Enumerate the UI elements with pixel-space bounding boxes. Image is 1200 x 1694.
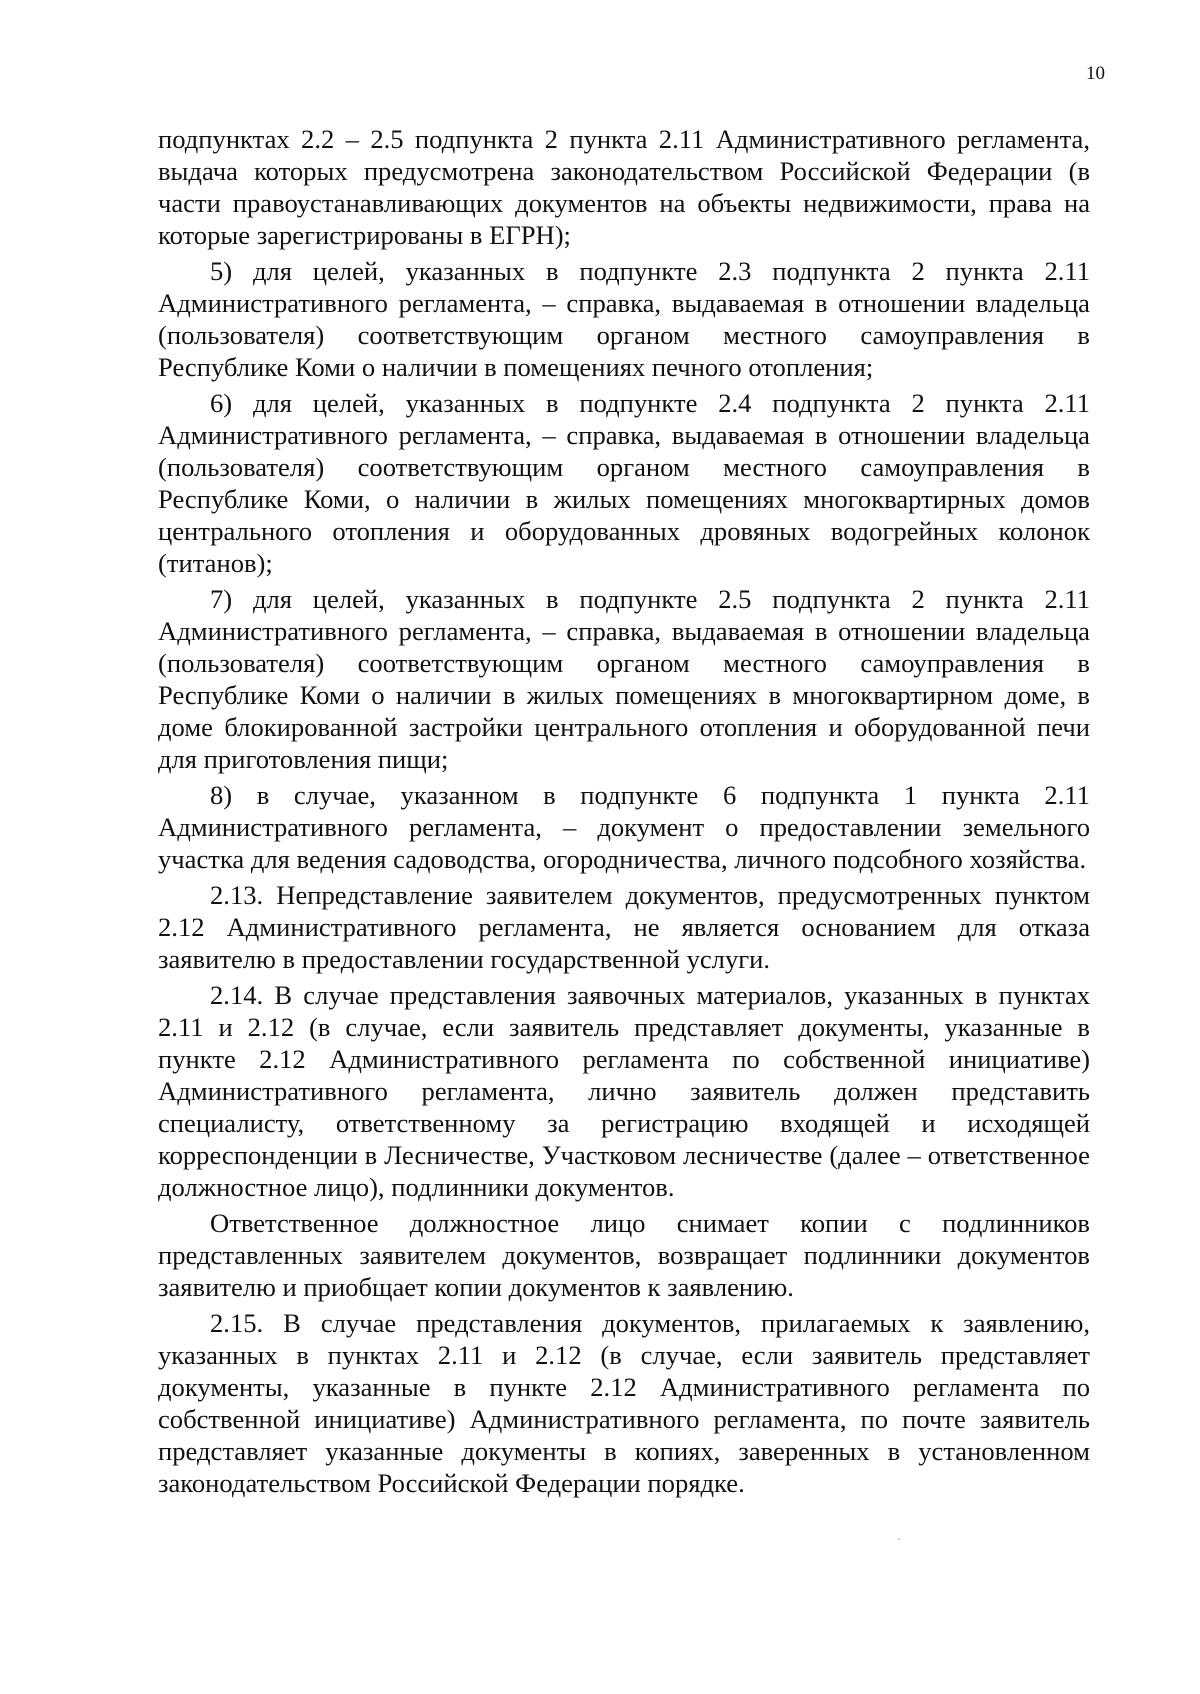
paragraph-clause-2-14: 2.14. В случае представления заявочных материалов, указанных в пунктах 2.11 и 2.12 (в случае, если заявитель представляет документы, указанные в пункте 2.12 Административного регламента по собственной инициативе) Административного регламента, лично заявитель должен представить специалисту, ответственному за регистрацию входящей и исходящей корреспонденции в Лесничестве, Участковом лесничестве (далее – ответственное должностное лицо), подлинники документов. — [158, 980, 1090, 1202]
paragraph-clause-2-14-continued: Ответственное должностное лицо снимает копии с подлинников представленных заявителем документов, возвращает подлинники документов заявителю и приобщает копии документов к заявлению. — [158, 1208, 1090, 1302]
paragraph-continuation: подпунктах 2.2 – 2.5 подпункта 2 пункта 2.11 Административного регламента, выдача которых предусмотрена законодательством Российской Федерации (в части правоустанавливающих документов на объекты недвижимости, права на которые зарегистрированы в ЕГРН); — [158, 124, 1090, 250]
paragraph-item-6: 6) для целей, указанных в подпункте 2.4 подпункта 2 пункта 2.11 Административного регламента, – справка, выдаваемая в отношении владельца (пользователя) соответствующим органом местного самоуправления в Республике Коми, о наличии в жилых помещениях многоквартирных домов центрального отопления и оборудованных дровяных водогрейных колонок (титанов); — [158, 388, 1090, 578]
paragraph-item-5: 5) для целей, указанных в подпункте 2.3 подпункта 2 пункта 2.11 Административного регламента, – справка, выдаваемая в отношении владельца (пользователя) соответствующим органом местного самоуправления в Республике Коми о наличии в помещениях печного отопления; — [158, 256, 1090, 382]
scan-speck — [898, 1538, 900, 1540]
paragraph-item-8: 8) в случае, указанном в подпункте 6 подпункта 1 пункта 2.11 Административного регламента, – документ о предоставлении земельного участка для ведения садоводства, огородничества, личного подсобного хозяйства. — [158, 780, 1090, 874]
paragraph-clause-2-15: 2.15. В случае представления документов, прилагаемых к заявлению, указанных в пунктах 2.11 и 2.12 (в случае, если заявитель представляет документы, указанные в пункте 2.12 Административного регламента по собственной инициативе) Административного регламента, по почте заявитель представляет указанные документы в копиях, заверенных в установленном законодательством Российской Федерации порядке. — [158, 1308, 1090, 1498]
paragraph-item-7: 7) для целей, указанных в подпункте 2.5 подпункта 2 пункта 2.11 Административного регламента, – справка, выдаваемая в отношении владельца (пользователя) соответствующим органом местного самоуправления в Республике Коми о наличии в жилых помещениях в многоквартирном доме, в доме блокированной застройки центрального отопления и оборудованной печи для приготовления пищи; — [158, 584, 1090, 774]
paragraph-clause-2-13: 2.13. Непредставление заявителем документов, предусмотренных пунктом 2.12 Административного регламента, не является основанием для отказа заявителю в предоставлении государственной услуги. — [158, 880, 1090, 974]
document-body — [158, 123, 1090, 1503]
page-number: 10 — [1086, 63, 1105, 84]
